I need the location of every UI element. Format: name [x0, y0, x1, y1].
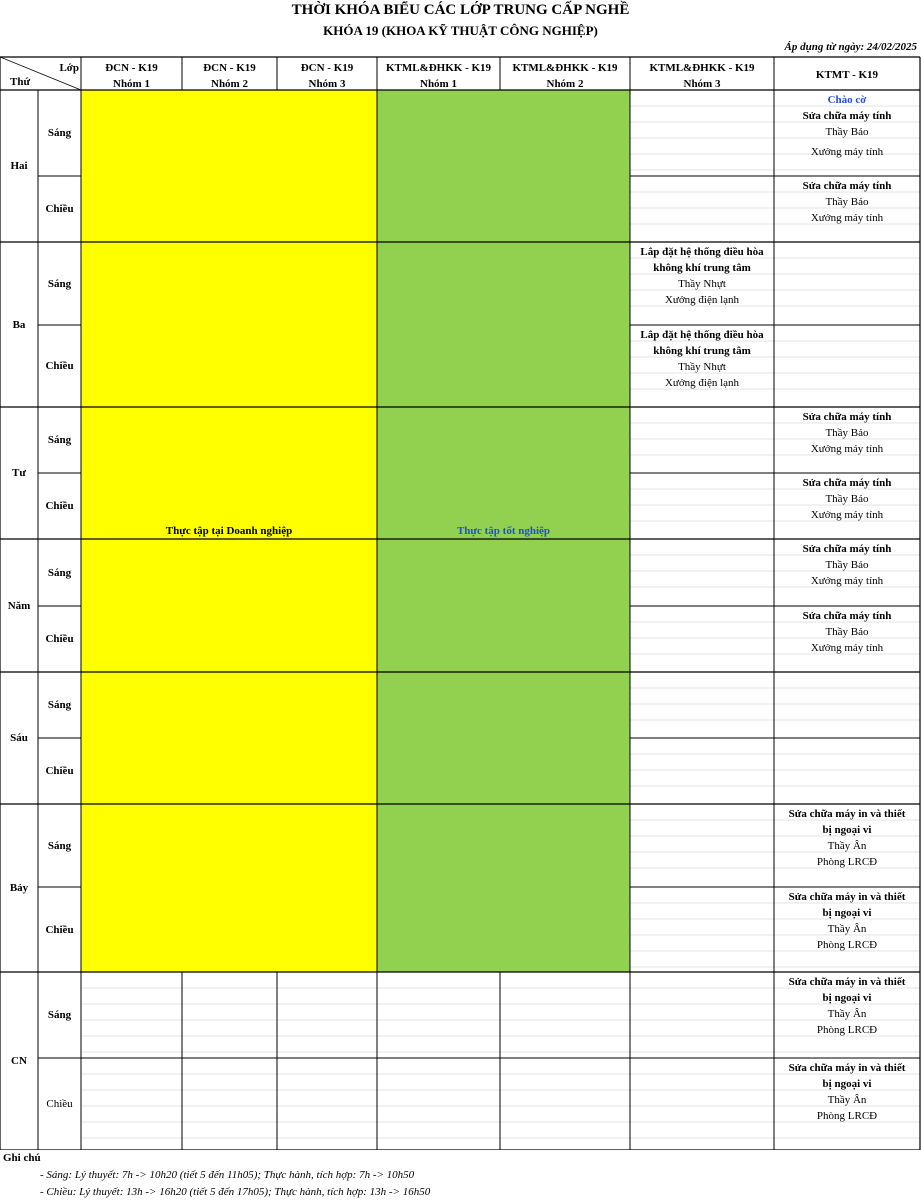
- applied-date: Áp dụng từ ngày: 24/02/2025: [784, 41, 917, 53]
- day-name: Năm: [7, 599, 31, 612]
- day-label: [0, 804, 38, 972]
- session-label: [38, 606, 81, 672]
- session-label: [38, 325, 81, 407]
- day-name: Hai: [10, 160, 28, 172]
- n3-ba-sang-line: Xưởng điện lạnh: [664, 294, 740, 306]
- n3-ba-chieu: [630, 325, 774, 407]
- ktmt-nam-sang-line: Sửa chữa máy tính: [802, 543, 892, 555]
- session-morning: Sáng: [47, 839, 72, 852]
- session-morning: Sáng: [47, 277, 72, 290]
- ktmt-nam-sang: [774, 539, 920, 606]
- page-subtitle: KHÓA 19 (KHOA KỸ THUẬT CÔNG NGHIỆP): [323, 23, 598, 38]
- ktml-internship: [377, 90, 630, 972]
- ktmt-hai-sang: [774, 90, 920, 176]
- notes-title: Ghi chú: [3, 1152, 41, 1164]
- note-morning: - Sáng: Lý thuyết: 7h -> 10h20 (tiết 5 đến 11h05); Thực hành, tích hợp: 7h -> 10h50: [40, 1169, 415, 1181]
- ktmt-cn-sang-line: bị ngoại vi: [822, 992, 872, 1004]
- header-lop: [40, 60, 81, 74]
- ktmt-cn-chieu-line: Thầy Ân: [827, 1094, 867, 1106]
- day-name: CN: [11, 1055, 27, 1067]
- ktmt-hai-chieu-line: Sửa chữa máy tính: [802, 180, 892, 192]
- header-class: [630, 58, 774, 90]
- ktmt-cn-sang-line: Thầy Ân: [827, 1008, 867, 1020]
- ktmt-nam-chieu-line: Xưởng máy tính: [810, 642, 884, 654]
- header-thu-label: Thứ: [10, 76, 31, 88]
- ktml-internship-label: Thực tập tốt nghiệp: [456, 525, 551, 537]
- ktmt-bay-chieu-line: Sửa chữa máy in và thiết: [788, 891, 906, 903]
- n3-ba-chieu-line: Lắp đặt hệ thống điều hòa: [640, 329, 764, 341]
- ktmt-cn-sang: [774, 972, 920, 1058]
- session-label: [38, 90, 81, 176]
- session-label: [38, 887, 81, 972]
- day-label: [0, 972, 38, 1150]
- class-group: Nhóm 2: [546, 78, 584, 90]
- session-label: [38, 1058, 81, 1150]
- ktmt-bay-chieu-line: bị ngoại vi: [822, 907, 872, 919]
- session-morning: Sáng: [47, 127, 72, 139]
- session-label: [38, 539, 81, 606]
- session-label: [38, 176, 81, 242]
- session-label: [38, 804, 81, 887]
- ktmt-nam-sang-line: Xưởng máy tính: [810, 575, 884, 587]
- ktmt-hai-sang-line: Xưởng máy tính: [810, 146, 884, 158]
- class-name: KTML&ĐHKK - K19: [649, 62, 755, 74]
- ktmt-nam-chieu-line: Sửa chữa máy tính: [802, 610, 892, 622]
- session-label: [38, 473, 81, 539]
- session-afternoon: Chiều: [46, 1098, 73, 1110]
- session-morning: Sáng: [47, 434, 72, 446]
- note-afternoon: - Chiều: Lý thuyết: 13h -> 16h20 (tiết 5 đến 17h05); Thực hành, tích hợp: 13h -> 16h50: [40, 1186, 431, 1198]
- class-group: Nhóm 2: [211, 78, 248, 90]
- ktmt-cn-chieu-line: Sửa chữa máy in và thiết: [788, 1062, 906, 1074]
- session-label: [38, 407, 81, 473]
- ktmt-tu-chieu-line: Thầy Bảo: [825, 493, 869, 505]
- ktmt-bay-chieu-line: Phòng LRCĐ: [816, 939, 878, 951]
- session-morning: Sáng: [47, 699, 72, 711]
- class-group: Nhóm 1: [420, 78, 457, 90]
- n3-ba-chieu-line: Xưởng điện lạnh: [664, 377, 740, 389]
- n3-ba-chieu-line: Thầy Nhựt: [678, 361, 726, 373]
- day-name: Tư: [12, 467, 26, 479]
- page-title: THỜI KHÓA BIỂU CÁC LỚP TRUNG CẤP NGHỀ: [291, 2, 630, 18]
- ktmt-bay-sang: [774, 804, 920, 887]
- day-name: Sáu: [10, 732, 28, 744]
- day-label: [0, 539, 38, 672]
- header-class: [81, 58, 182, 90]
- session-afternoon: Chiều: [45, 500, 74, 512]
- ktmt-tu-chieu-line: Xưởng máy tính: [810, 509, 884, 521]
- ktmt-tu-sang: [774, 407, 920, 473]
- session-afternoon: Chiều: [45, 633, 74, 645]
- session-label: [38, 672, 81, 738]
- class-name: KTML&ĐHKK - K19: [512, 62, 618, 74]
- session-afternoon: Chiều: [45, 923, 74, 936]
- day-label: [0, 407, 38, 539]
- n3-ba-sang-line: Thầy Nhựt: [678, 278, 726, 290]
- ktmt-tu-sang-line: Thầy Bảo: [825, 427, 869, 439]
- dcn-internship-label: Thực tập tại Doanh nghiệp: [165, 525, 293, 537]
- n3-ba-chieu-line: không khí trung tâm: [653, 345, 751, 357]
- header-class: [500, 58, 630, 90]
- ktmt-cn-chieu-line: bị ngoại vi: [822, 1078, 872, 1090]
- class-name: ĐCN - K19: [203, 62, 256, 74]
- class-name: ĐCN - K19: [105, 62, 158, 74]
- n3-ba-sang: [630, 242, 774, 325]
- day-label: [0, 242, 38, 407]
- class-group: Nhóm 3: [683, 78, 721, 90]
- session-morning: Sáng: [47, 1009, 72, 1021]
- ktmt-tu-sang-line: Sửa chữa máy tính: [802, 411, 892, 423]
- ktmt-nam-sang-line: Thầy Bảo: [825, 559, 869, 571]
- header-class: [774, 58, 920, 90]
- session-label: [38, 738, 81, 804]
- ktmt-hai-chieu-line: Xưởng máy tính: [810, 212, 884, 224]
- header-lop-label: Lớp: [59, 62, 79, 74]
- ktmt-bay-sang-line: Phòng LRCĐ: [816, 856, 878, 868]
- ktmt-cn-chieu: [774, 1058, 920, 1150]
- session-label: [38, 972, 81, 1058]
- ktmt-cn-sang-line: Sửa chữa máy in và thiết: [788, 976, 906, 988]
- ktmt-tu-chieu: [774, 473, 920, 539]
- ktmt-bay-chieu-line: Thầy Ân: [827, 923, 867, 935]
- header-thu: [2, 74, 38, 90]
- session-afternoon: Chiều: [45, 203, 74, 215]
- header-class: [277, 58, 377, 90]
- n3-ba-sang-line: không khí trung tâm: [653, 262, 751, 274]
- dcn-internship: [81, 90, 377, 972]
- n3-ba-sang-line: Lắp đặt hệ thống điều hòa: [640, 246, 764, 258]
- header-class: [182, 58, 277, 90]
- class-group: Nhóm 3: [308, 78, 346, 90]
- ktmt-cn-sang-line: Phòng LRCĐ: [816, 1024, 878, 1036]
- session-label: [38, 242, 81, 325]
- day-name: Ba: [12, 318, 26, 331]
- ktmt-hai-chieu: [774, 176, 920, 242]
- ktmt-hai-sang-line: Thầy Bảo: [825, 126, 869, 138]
- ktmt-tu-sang-line: Xưởng máy tính: [810, 443, 884, 455]
- class-name: KTMT - K19: [815, 69, 879, 81]
- class-group: Nhóm 1: [113, 78, 150, 90]
- ktmt-nam-chieu: [774, 606, 920, 672]
- ktmt-bay-sang-line: Sửa chữa máy in và thiết: [788, 808, 906, 820]
- ktmt-bay-sang-line: Thầy Ân: [827, 840, 867, 852]
- session-morning: Sáng: [47, 566, 72, 579]
- header-class: [377, 58, 500, 90]
- day-label: [0, 672, 38, 804]
- ktmt-bay-sang-line: bị ngoại vi: [822, 824, 872, 836]
- day-name: Bảy: [9, 882, 29, 894]
- ktmt-hai-chieu-line: Thầy Bảo: [825, 196, 869, 208]
- day-label: [0, 90, 38, 242]
- session-afternoon: Chiều: [45, 765, 74, 777]
- ktmt-hai-sang-line: Sửa chữa máy tính: [802, 110, 892, 122]
- ktmt-bay-chieu: [774, 887, 920, 972]
- ktmt-nam-chieu-line: Thầy Bảo: [825, 626, 869, 638]
- class-name: ĐCN - K19: [300, 62, 354, 74]
- chao-co: Chào cờ: [827, 94, 867, 106]
- session-afternoon: Chiều: [45, 360, 74, 372]
- ktmt-tu-chieu-line: Sửa chữa máy tính: [802, 477, 892, 489]
- ktmt-cn-chieu-line: Phòng LRCĐ: [816, 1110, 878, 1122]
- class-name: KTML&ĐHKK - K19: [385, 62, 492, 74]
